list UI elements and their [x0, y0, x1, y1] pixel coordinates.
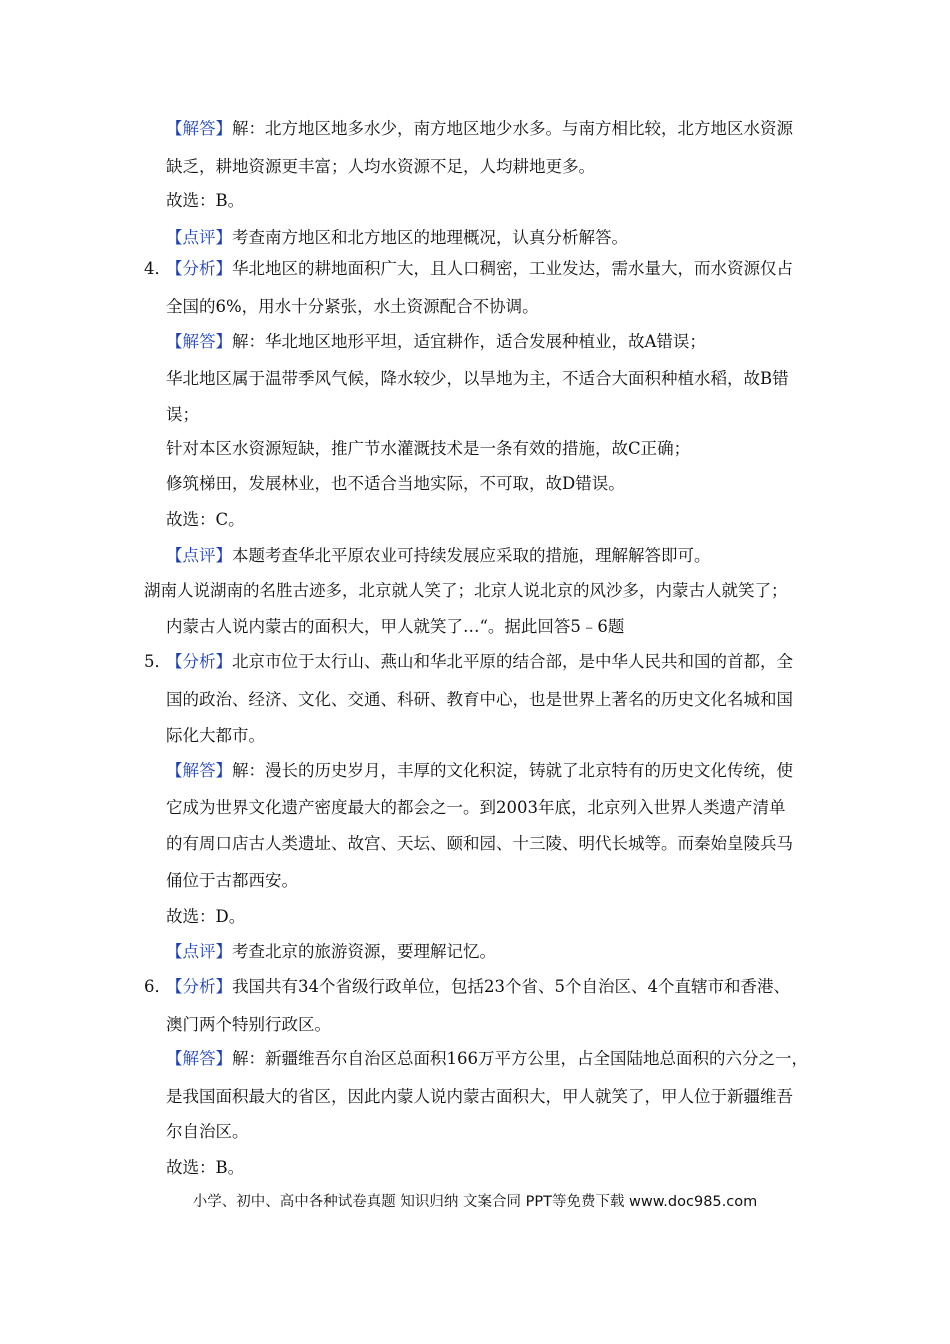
- q3-jieda-line-2: 缺乏，耕地资源更丰富；人均水资源不足，人均耕地更多。: [166, 157, 595, 176]
- q5-jieda-line-2: 它成为世界文化遗产密度最大的都会之一。到2003年底，北京列入世界人类遗产清单: [166, 798, 786, 817]
- q4-dianping: 【点评】本题考查华北平原农业可持续发展应采取的措施，理解解答即可。: [166, 546, 711, 565]
- q6-fenxi-line-2: 澳门两个特别行政区。: [166, 1015, 331, 1034]
- q5-number: 5．: [144, 652, 171, 671]
- q5-jieda-line-1: 【解答】解：漫长的历史岁月，丰厚的文化积淀，铸就了北京特有的历史文化传统，使: [166, 761, 793, 780]
- q5-fenxi-line-2: 国的政治、经济、文化、交通、科研、教育中心，也是世界上著名的历史文化名城和国: [166, 690, 793, 709]
- q3-jieda-line-1: 【解答】解：北方地区地多水少，南方地区地少水多。与南方相比较，北方地区水资源: [166, 119, 793, 138]
- q5-jieda-line-3: 的有周口店古人类遗址、故宫、天坛、颐和园、十三陵、明代长城等。而秦始皇陵兵马: [166, 834, 793, 853]
- q5-fenxi-line-3: 际化大都市。: [166, 726, 265, 745]
- q5-dianping: 【点评】考查北京的旅游资源，要理解记忆。: [166, 942, 496, 961]
- q6-jieda-line-2: 是我国面积最大的省区，因此内蒙人说内蒙古面积大，甲人就笑了，甲人位于新疆维吾: [166, 1087, 793, 1106]
- q4-line-4: 针对本区水资源短缺，推广节水灌溉技术是一条有效的措施，故C正确；: [166, 439, 691, 458]
- jieda-tag: 【解答】: [166, 1049, 232, 1068]
- q4-line-3: 误；: [166, 405, 199, 424]
- q6-number: 6．: [144, 977, 171, 996]
- q4-fenxi-line-2: 全国的6%，用水十分紧张，水土资源配合不协调。: [166, 297, 539, 316]
- q3-dianping: 【点评】考查南方地区和北方地区的地理概况，认真分析解答。: [166, 228, 628, 247]
- q6-answer: 故选：B。: [166, 1158, 245, 1177]
- q4-answer: 故选：C。: [166, 510, 245, 529]
- jieda-tag: 【解答】: [166, 761, 232, 780]
- intro-line-2: 内蒙古人说内蒙古的面积大，甲人就笑了…“。据此回答5﹣6题: [166, 617, 625, 636]
- dianping-tag: 【点评】: [166, 228, 232, 247]
- fenxi-tag: 【分析】: [166, 977, 232, 996]
- q6-jieda-line-1: 【解答】解：新疆维吾尔自治区总面积166万平方公里，占全国陆地总面积的六分之一，: [166, 1049, 808, 1068]
- jieda-tag: 【解答】: [166, 332, 232, 351]
- q5-fenxi-line-1: 【分析】北京市位于太行山、燕山和华北平原的结合部，是中华人民共和国的首都，全: [166, 652, 793, 671]
- q4-jieda-line-1: 【解答】解：华北地区地形平坦，适宜耕作，适合发展种植业，故A错误；: [166, 332, 706, 351]
- intro-line-1: 湖南人说湖南的名胜古迹多，北京就人笑了；北京人说北京的风沙多，内蒙古人就笑了；: [144, 581, 788, 600]
- q5-jieda-line-4: 俑位于古都西安。: [166, 871, 298, 890]
- q3-answer: 故选：B。: [166, 191, 245, 210]
- q6-jieda-line-3: 尔自治区。: [166, 1122, 249, 1141]
- jieda-tag: 【解答】: [166, 119, 232, 138]
- q4-line-5: 修筑梯田，发展林业，也不适合当地实际，不可取，故D错误。: [166, 474, 625, 493]
- q6-fenxi-line-1: 【分析】我国共有34个省级行政单位，包括23个省、5个自治区、4个直辖市和香港、: [166, 977, 790, 996]
- page-footer: 小学、初中、高中各种试卷真题 知识归纳 文案合同 PPT等免费下载 www.doc985.com: [192, 1194, 758, 1210]
- dianping-tag: 【点评】: [166, 942, 232, 961]
- q4-fenxi-line-1: 【分析】华北地区的耕地面积广大，且人口稠密，工业发达，需水量大，而水资源仅占: [166, 259, 793, 278]
- fenxi-tag: 【分析】: [166, 259, 232, 278]
- dianping-tag: 【点评】: [166, 546, 232, 565]
- q5-answer: 故选：D。: [166, 907, 246, 926]
- q4-line-2: 华北地区属于温带季风气候，降水较少，以旱地为主，不适合大面积种植水稻，故B错: [166, 369, 789, 388]
- q4-number: 4．: [144, 259, 171, 278]
- fenxi-tag: 【分析】: [166, 652, 232, 671]
